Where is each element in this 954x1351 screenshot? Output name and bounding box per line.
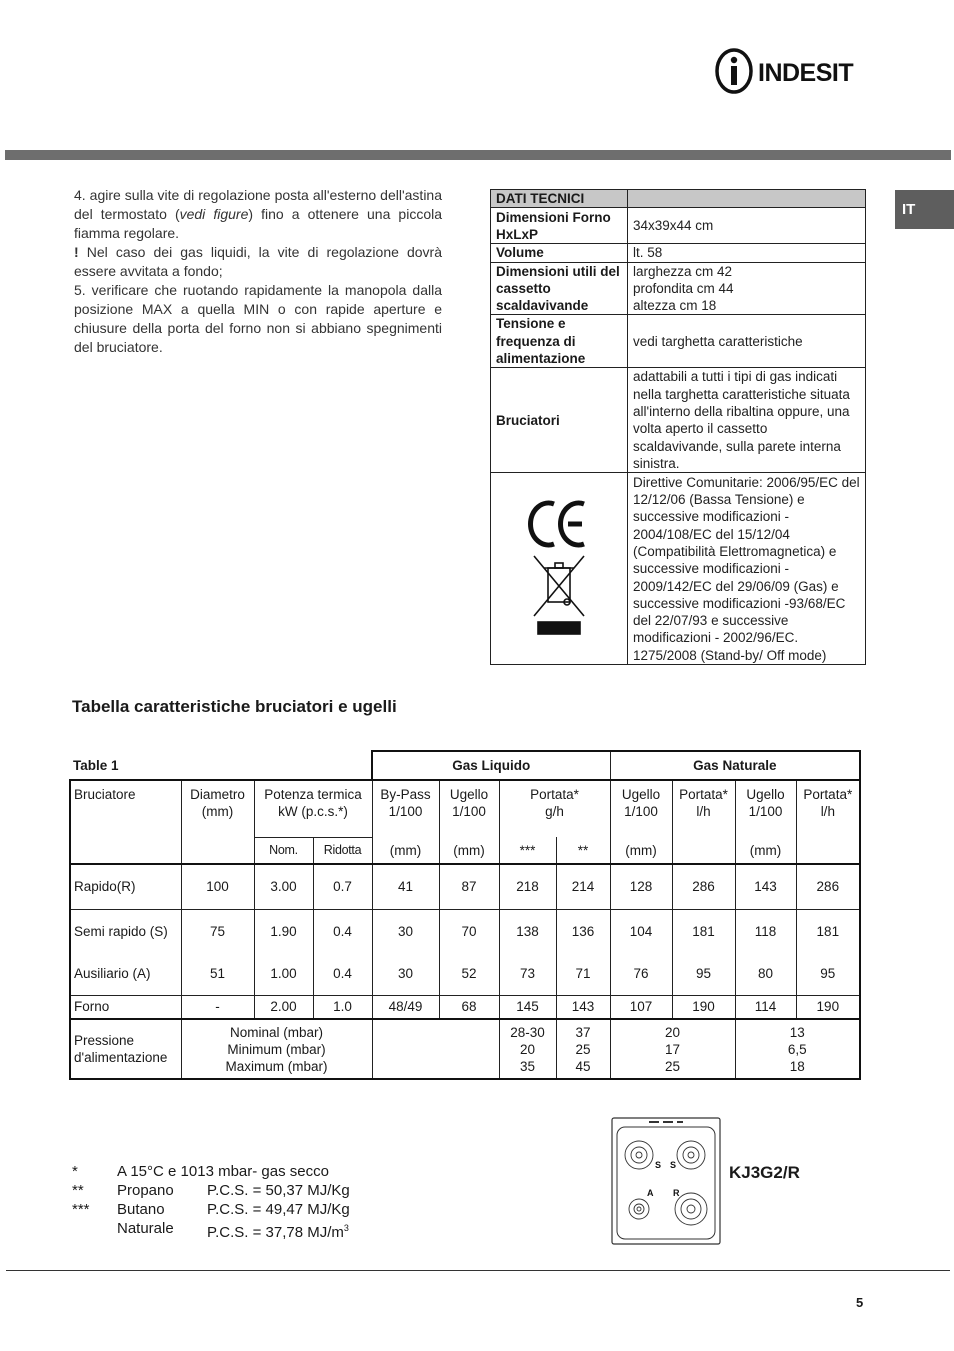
group-header-row: Table 1 Gas Liquido Gas Naturale <box>70 751 860 780</box>
page-number: 5 <box>856 1295 864 1310</box>
footnote: *** Butano P.C.S. = 49,47 MJ/Kg <box>72 1201 350 1218</box>
column-subheader-row: Nom. Ridotta (mm) (mm) *** ** (mm) (mm) <box>70 837 860 864</box>
footnote: * A 15°C e 1013 mbar- gas secco <box>72 1163 329 1180</box>
table-row: Rapido(R) 100 3.00 0.7 41 87 218 214 128 286 143 286 <box>70 864 860 909</box>
weee-bin-icon <box>534 556 584 634</box>
footnote: ** Propano P.C.S. = 50,37 MJ/Kg <box>72 1182 350 1199</box>
tech-header-row: DATI TECNICI <box>491 190 866 208</box>
indesit-logo <box>714 48 874 94</box>
hob-label: S <box>655 1160 662 1170</box>
hob-label: S <box>670 1160 677 1170</box>
tech-row: Bruciatori adattabili a tutti i tipi di gas indicati nella targhetta caratteristiche situata all'interno della ribaltina oppure, una volta aperto il cassetto scaldavivande, sulla parete interna sinistra. <box>491 368 866 473</box>
lpg-note: ! Nel caso dei gas liquidi, la vite di regolazione dovrà essere avvitata a fondo; <box>74 244 442 279</box>
tech-row: Tensione e frequenza di alimentazione vedi targhetta caratteristiche <box>491 315 866 368</box>
intro-text <box>74 186 442 357</box>
step-4: 4. agire sulla vite di regolazione posta all'esterno dell'astina del termostato (vedi figure) fino a ottenere una piccola fiamma regolare. <box>74 187 443 241</box>
footnote: Naturale P.C.S. = 37,78 $MJ/m^3$ <box>117 1220 349 1241</box>
model-code: KJ3G2/R <box>729 1163 800 1182</box>
table-row: Semi rapido (S) 75 1.90 0.4 30 70 138 136 104 181 118 181 <box>70 909 860 953</box>
hob-diagram <box>611 1117 721 1245</box>
column-header-row: Bruciatore Diametro (mm) Potenza termica kW (p.c.s.*) By-Pass 1/100 Ugello 1/100 Portata* g/h Ugello 1/100 Portata* l/h Ugello 1/100 Portata* l/h <box>70 780 860 837</box>
tech-data-table <box>490 189 866 665</box>
tech-row: Direttive Comunitarie: 2006/95/EC del 12/12/06 (Bassa Tensione) e successive modificazioni - 2004/108/EC del 15/12/04 (Compatibilità Elettromagnetica) e successive modificazioni - 2009/142/EC del 29/06/09 (Gas) e successive modificazioni -93/68/EC del 22/07/93 e successive modificazioni - 2002/96/EC. 1275/2008 (Stand-by/ Off mode) <box>491 473 866 665</box>
header-bar <box>5 150 951 160</box>
hob-label: A <box>647 1188 654 1198</box>
svg-text:INDESIT: INDESIT <box>758 59 854 87</box>
tech-row: Dimensioni Forno HxLxP 34x39x44 cm <box>491 208 866 244</box>
ce-weee-marks <box>524 492 594 642</box>
pressure-row: Pressione d'alimentazione Nominal (mbar) Minimum (mbar) Maximum (mbar) 28-30 20 35 37 25 45 20 17 25 13 6,5 18 <box>70 1019 860 1079</box>
table-row: Forno - 2.00 1.0 48/49 68 145 143 107 190 114 190 <box>70 995 860 1019</box>
table-row: Ausiliario (A) 51 1.00 0.4 30 52 73 71 76 95 80 95 <box>70 953 860 995</box>
burner-table-title: Tabella caratteristiche bruciatori e ugelli <box>72 697 397 716</box>
step-5: 5. verificare che ruotando rapidamente la manopola dalla posizione MAX a quella MIN o con rapide aperture e chiusure della porta del forno non si abbiano spegnimenti del bruciatore. <box>74 282 442 355</box>
tech-row: Volume lt. 58 <box>491 244 866 262</box>
footer-rule <box>6 1270 950 1271</box>
burner-table <box>69 750 861 1080</box>
language-tab: IT <box>895 190 954 229</box>
hob-label: R <box>673 1188 680 1198</box>
tech-row: Dimensioni utili del cassetto scaldavivande larghezza cm 42 profondita cm 44 altezza cm 18 <box>491 262 866 315</box>
ce-mark-icon <box>531 503 584 545</box>
footnotes <box>72 1162 350 1242</box>
